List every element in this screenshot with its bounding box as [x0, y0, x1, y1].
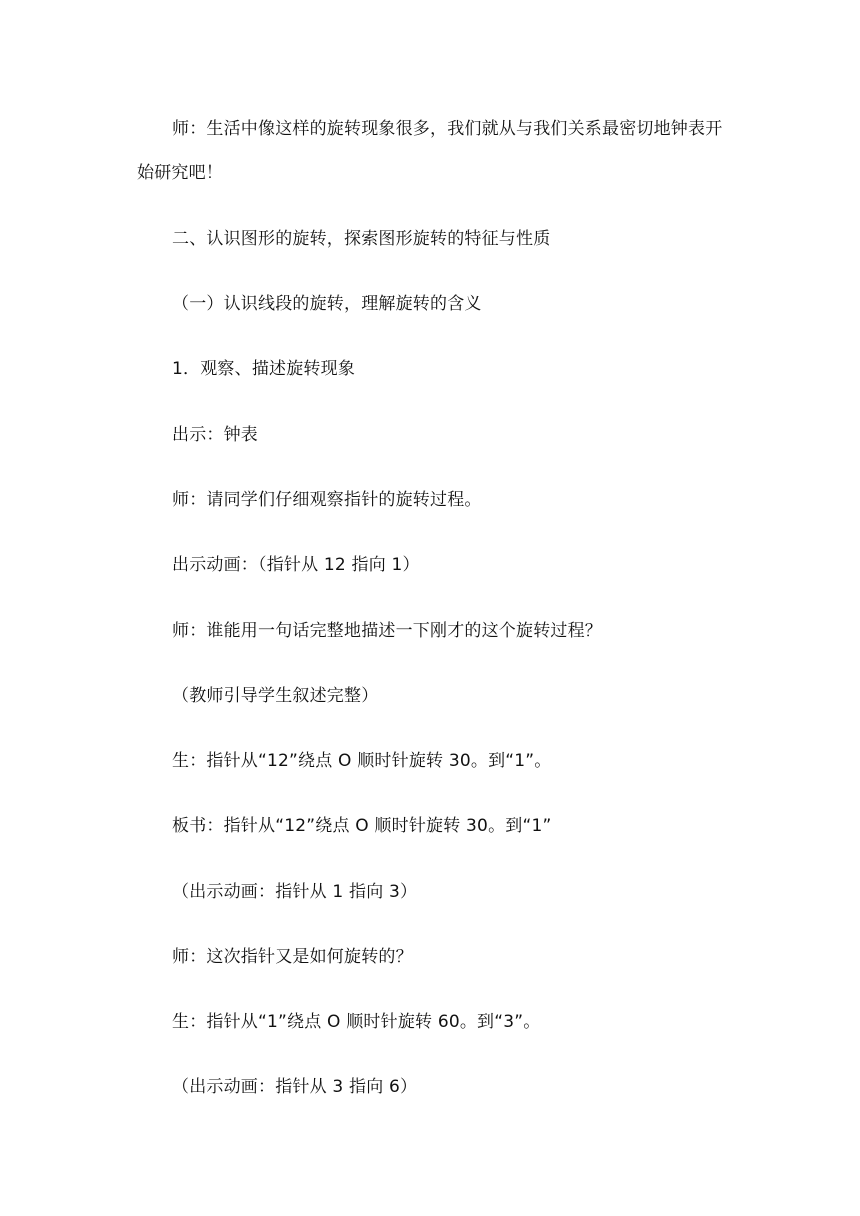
paragraph-teacher-observe: 师：请同学们仔细观察指针的旋转过程。: [172, 490, 482, 510]
paragraph-teacher-describe: 师：谁能用一句话完整地描述一下刚才的这个旋转过程？: [172, 621, 602, 641]
paragraph-teacher-intro: 师：生活中像这样的旋转现象很多，我们就从与我们关系最密切地钟表开: [172, 119, 723, 139]
paragraph-show-clock: 出示：钟表: [172, 425, 258, 445]
paragraph-teacher-intro-continued: 始研究吧！: [137, 163, 223, 183]
subsection-heading-1: （一）认识线段的旋转，理解旋转的含义: [172, 294, 482, 314]
paragraph-animation-1-to-3: （出示动画：指针从 1 指向 3）: [172, 882, 418, 902]
paragraph-teacher-ask: 师：这次指针又是如何旋转的？: [172, 947, 413, 967]
paragraph-teacher-guide: （教师引导学生叙述完整）: [172, 686, 379, 706]
paragraph-animation-12-to-1: 出示动画：（指针从 12 指向 1）: [172, 555, 420, 575]
paragraph-student-answer-2: 生：指针从“1”绕点 O 顺时针旋转 60。到“3”。: [172, 1012, 541, 1032]
paragraph-board-writing: 板书：指针从“12”绕点 O 顺时针旋转 30。到“1”: [172, 816, 552, 836]
paragraph-animation-3-to-6: （出示动画：指针从 3 指向 6）: [172, 1077, 418, 1097]
step-heading-1: 1．观察、描述旋转现象: [172, 359, 356, 379]
paragraph-student-answer-1: 生：指针从“12”绕点 O 顺时针旋转 30。到“1”。: [172, 751, 552, 771]
section-heading-2: 二、认识图形的旋转，探索图形旋转的特征与性质: [172, 229, 551, 249]
